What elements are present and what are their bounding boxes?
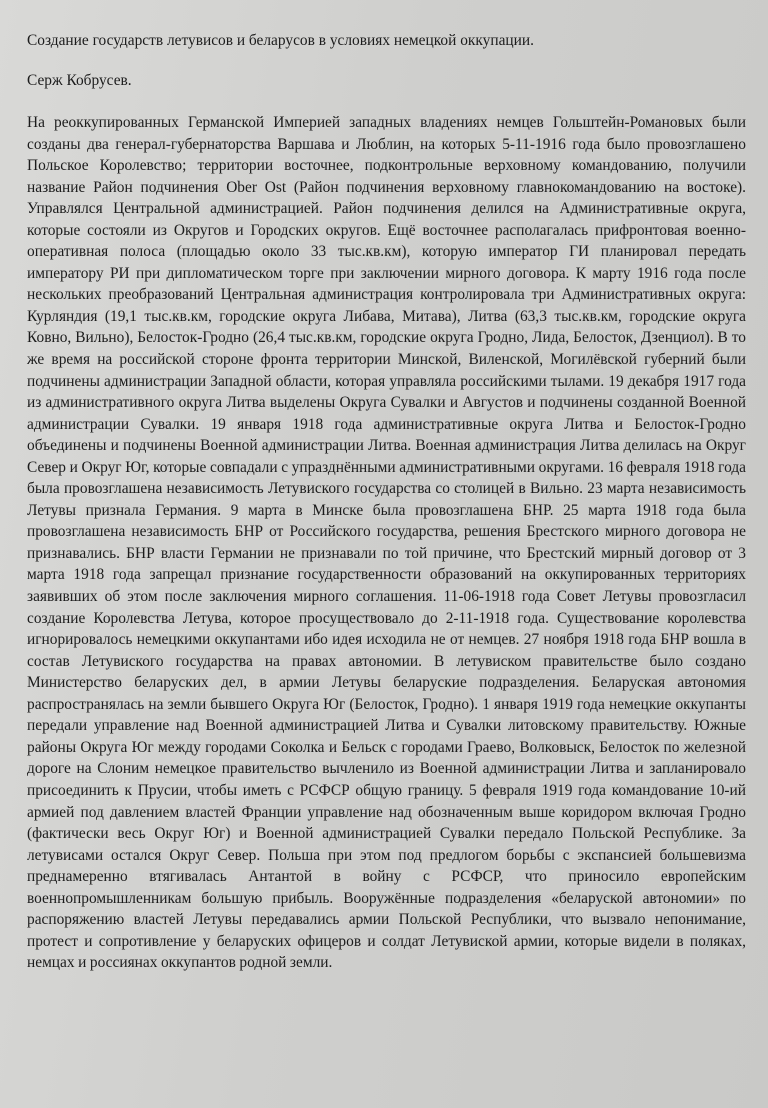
document-author: Серж Кобрусев. [27,72,132,89]
document-body-paragraph: На реоккупированных Германской Империей западных владениях немцев Гольштейн-Романовых были созданы два генерал-губернаторства Варшава и Люблин, на которых 5-11-1916 года было провозглашено Польское Королевство; территории восточнее, подконтрольные верховному командованию, получили название Район подчинения Ober Ost (Район подчинения верховному главнокомандованию на востоке). Управлялся Центральной администрацией. Район подчинения делился на Административные округа, которые состояли из Округов и Городских округов. Ещё восточнее располагалась прифронтовая военно-оперативная полоса (площадью около 33 тыс.кв.км), которую император ГИ планировал передать императору РИ при дипломатическом торге при заключении мирного договора. К марту 1916 года после нескольких преобразований Центральная администрация контролировала три Административных округа: Курляндия (19,1 тыс.кв.км, городские округа Либава, Митава), Литва (63,3 тыс.кв.км, городские округа Ковно, Вильно), Белосток-Гродно (26,4 тыс.кв.км, городские округа Гродно, Лида, Белосток, Дзенциол). В то же время на российской стороне фронта территории Минской, Виленской, Могилёвской губерний были подчинены администрации Западной области, которая управляла российскими тылами. 19 декабря 1917 года из административного округа Литва выделены Округа Сувалки и Августов и подчинены созданной Военной администрации Сувалки. 19 января 1918 года административные округа Литва и Белосток-Гродно объединены и подчинены Военной администрации Литва. Военная администрация Литва делилась на Округ Север и Округ Юг, которые совпадали с упразднёнными административными округами. 16 февраля 1918 года была провозглашена независимость Летувиского государства со столицей в Вильно. 23 марта независимость Летувы признала Германия. 9 марта в Минске была провозглашена БНР. 25 марта 1918 года была провозглашена независимость БНР от Российского государства, решения Брестского мирного договора не признавались. БНР власти Германии не признавали по той причине, что Брестский мирный договор от 3 марта 1918 года запрещал признание государственности образований на оккупированных территориях заявивших об этом после заключения мирного соглашения. 11-06-1918 года Совет Летувы провозгласил создание Королевства Летува, которое просуществовало до 2-11-1918 года. Существование королевства игнорировалось немецкими оккупантами ибо идея исходила не от немцев. 27 ноября 1918 года БНР вошла в состав Летувиского государства на правах автономии. В летувиском правительстве было создано Министерство беларуских дел, в армии Летувы беларуские подразделения. Беларуская автономия распространялась на земли бывшего Округа Юг (Белосток, Гродно). 1 января 1919 года немецкие оккупанты передали управление над Военной администрацией Литва и Сувалки литовскому правительству. Южные районы Округа Юг между городами Соколка и Бельск с городами Граево, Волковыск, Белосток по железной дороге на Слоним немецкое правительство вычленило из Военной администрации Литва и запланировало присоединить к Прусии, чтобы иметь с РСФСР общую границу. 5 февраля 1919 года командование 10-ий армией под давлением властей Франции управление над обозначенным выше коридором включая Гродно (фактически весь Округ Юг) и Военной администрацией Сувалки передало Польской Республике. За летувисами остался Округ Север. Польша при этом под предлогом борьбы с экспансией большевизма преднамеренно втягивалась Антантой в войну с РСФСР, что приносило европейским военнопромышленникам большую прибыль. Вооружённые подразделения «беларуской автономии» по распоряжению властей Летувы передавались армии Польской Республики, что вызвало непонимание, протест и сопротивление у беларуских офицеров и солдат Летувиской армии, которые видели в поляках, немцах и россиянах оккупантов родной земли. [27,114,746,972]
document-title: Создание государств летувисов и беларусов в условиях немецкой оккупации. [27,32,534,49]
